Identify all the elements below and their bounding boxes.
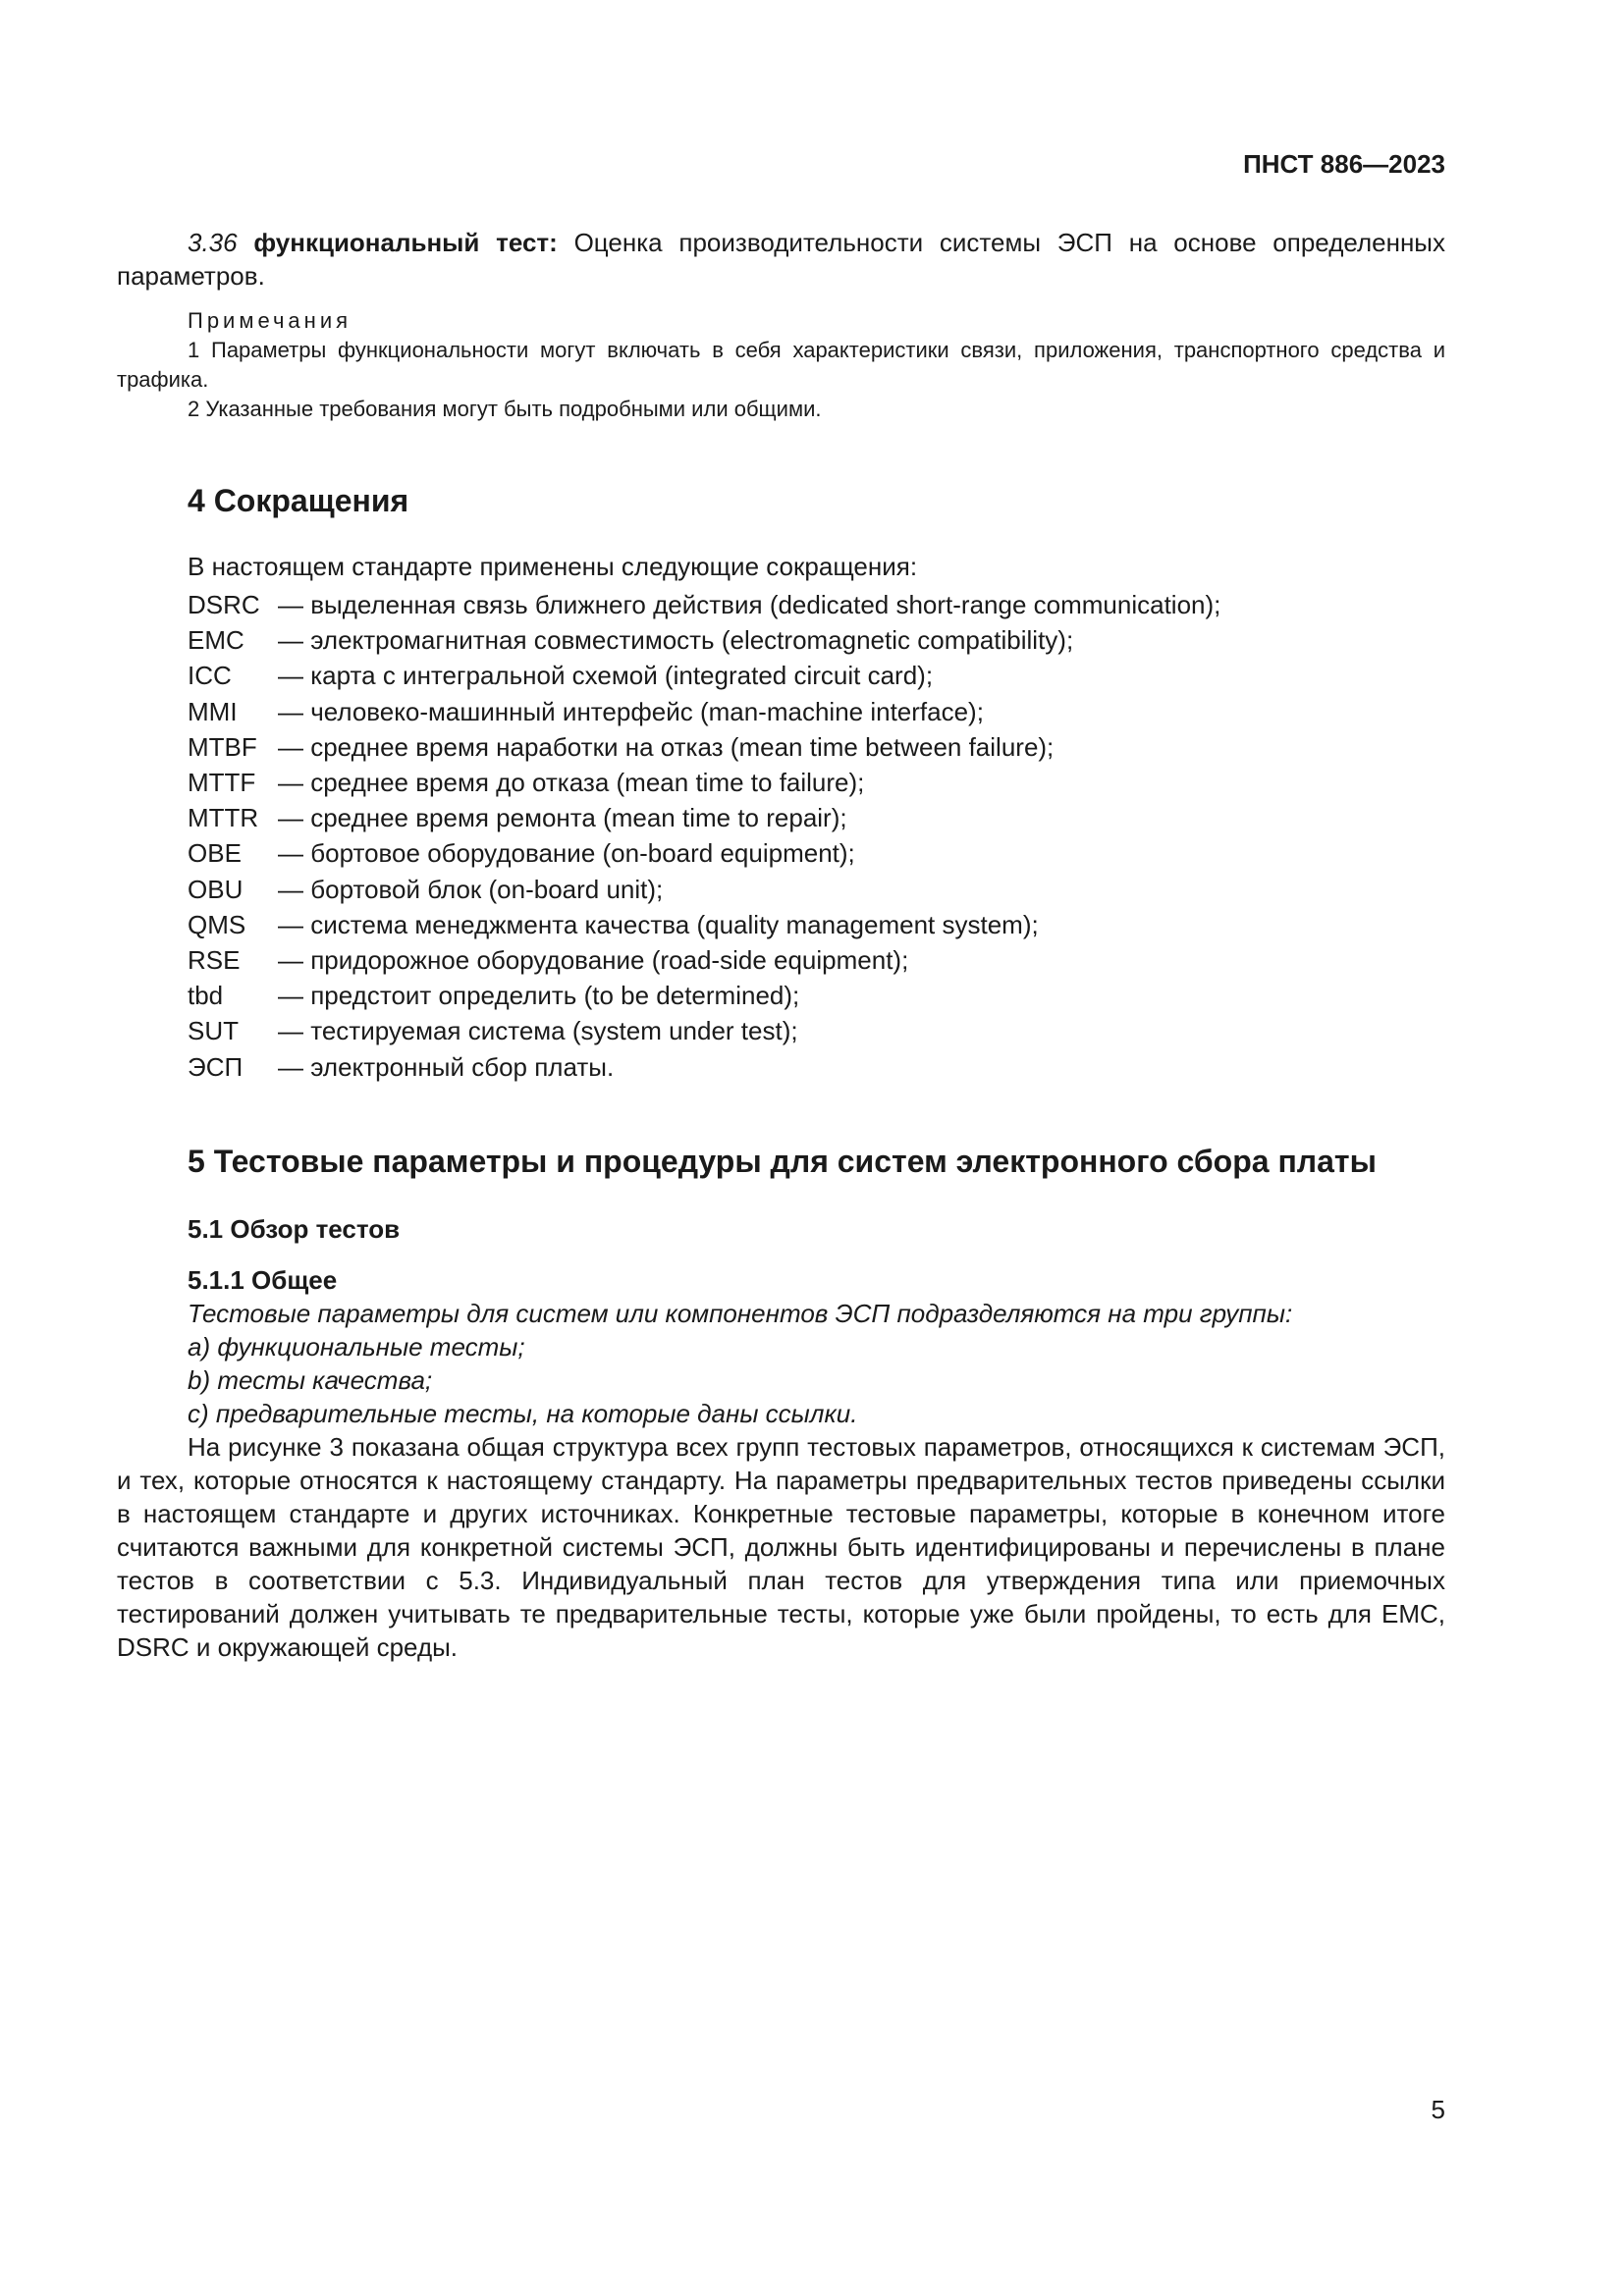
- notes-heading: Примечания: [188, 308, 352, 333]
- subsection-5-1-heading: 5.1 Обзор тестов: [188, 1213, 401, 1244]
- abbreviations-list: [188, 587, 1445, 1085]
- abbreviation-definition: — тестируемая система (system under test);: [278, 1016, 798, 1046]
- abbreviation-definition: — предстоит определить (to be determined);: [278, 981, 800, 1011]
- note-item: 1 Параметры функциональности могут включать в себя характеристики связи, приложения, транспортного средства и трафика.: [117, 338, 1445, 392]
- section-5-heading: 5 Тестовые параметры и процедуры для систем электронного сбора платы: [188, 1143, 1377, 1179]
- abbreviation-definition: — бортовое оборудование (on-board equipment);: [278, 838, 855, 869]
- abbreviation-term: tbd: [188, 981, 224, 1011]
- abbreviation-definition: — выделенная связь ближнего действия (dedicated short-range communication);: [278, 590, 1221, 619]
- group-item: b) тесты качества;: [188, 1364, 433, 1395]
- abbreviation-row: [188, 694, 1445, 729]
- abbreviation-definition: — человеко-машинный интерфейс (man-machine interface);: [278, 696, 984, 726]
- abbreviation-term: MTBF: [188, 731, 257, 762]
- abbreviation-definition: — среднее время ремонта (mean time to repair);: [278, 803, 847, 833]
- abbreviation-term: QMS: [188, 909, 246, 939]
- abbreviation-definition: — бортовой блок (on-board unit);: [278, 874, 664, 904]
- abbreviation-term: EMC: [188, 625, 244, 656]
- abbreviation-term: OBU: [188, 874, 244, 904]
- abbreviation-row: [188, 942, 1445, 978]
- abbreviation-row: [188, 765, 1445, 800]
- term-definition: [117, 226, 1445, 293]
- term-number: 3.36: [188, 228, 238, 257]
- abbreviation-row: [188, 1049, 1445, 1085]
- body-paragraph: На рисунке 3 показана общая структура всех групп тестовых параметров, относящихся к системам ЭСП, и тех, которые относятся к настоящему стандарту. На параметры предварительных тестов приведены ссылки в настоящем стандарте и других источниках. Конкретные тестовые параметры, которые в конечном итоге считаются важными для конкретной системы ЭСП, должны быть идентифицированы и перечислены в плане тестов в соответствии с 5.3. Индивидуальный план тестов для утверждения типа или приемочных тестирований должен учитывать те предварительные тесты, которые уже были пройдены, то есть для EMC, DSRC и окружающей среды.: [117, 1431, 1445, 1662]
- abbreviation-definition: — придорожное оборудование (road-side equipment);: [278, 945, 909, 976]
- abbreviations-intro: В настоящем стандарте применены следующие сокращения:: [188, 552, 918, 581]
- abbreviation-term: DSRC: [188, 590, 260, 619]
- abbreviation-row: [188, 658, 1445, 693]
- abbreviation-definition: — система менеджмента качества (quality management system);: [278, 909, 1039, 939]
- abbreviation-definition: — карта с интегральной схемой (integrated circuit card);: [278, 661, 934, 691]
- abbreviation-term: ICC: [188, 661, 232, 691]
- group-item: a) функциональные тесты;: [188, 1331, 525, 1362]
- abbreviation-row: [188, 978, 1445, 1013]
- group-item: c) предварительные тесты, на которые даны ссылки.: [188, 1398, 858, 1428]
- abbreviation-term: ЭСП: [188, 1051, 244, 1082]
- abbreviation-term: RSE: [188, 945, 241, 976]
- abbreviation-row: [188, 835, 1445, 871]
- abbreviation-definition: — среднее время до отказа (mean time to failure);: [278, 768, 865, 798]
- page-content: [117, 226, 1445, 1664]
- abbreviation-definition: — электронный сбор платы.: [278, 1051, 615, 1082]
- abbreviation-term: MMI: [188, 696, 238, 726]
- abbreviation-definition: — среднее время наработки на отказ (mean time between failure);: [278, 731, 1055, 762]
- abbreviation-row: [188, 1013, 1445, 1048]
- abbreviation-term: MTTR: [188, 803, 259, 833]
- abbreviation-row: [188, 587, 1445, 622]
- term-name: функциональный тест:: [253, 228, 558, 257]
- abbreviation-term: SUT: [188, 1016, 239, 1046]
- abbreviation-row: [188, 907, 1445, 942]
- abbreviation-term: OBE: [188, 838, 242, 869]
- abbreviation-row: [188, 622, 1445, 658]
- groups-intro: Тестовые параметры для систем или компонентов ЭСП подразделяются на три группы:: [188, 1298, 1293, 1328]
- abbreviation-row: [188, 872, 1445, 907]
- term-text: Оценка производительности системы ЭСП на основе определенных параметров.: [117, 228, 1445, 291]
- standard-code: ПНСТ 886—2023: [1243, 149, 1445, 179]
- note-item: 2 Указанные требования могут быть подробными или общими.: [188, 397, 822, 421]
- subsection-5-1-1-heading: 5.1.1 Общее: [188, 1264, 338, 1295]
- page-number: 5: [1431, 2095, 1445, 2124]
- abbreviation-term: MTTF: [188, 768, 256, 798]
- abbreviation-row: [188, 800, 1445, 835]
- abbreviation-definition: — электромагнитная совместимость (electromagnetic compatibility);: [278, 625, 1074, 656]
- abbreviation-row: [188, 729, 1445, 765]
- section-4-heading: 4 Сокращения: [188, 483, 409, 518]
